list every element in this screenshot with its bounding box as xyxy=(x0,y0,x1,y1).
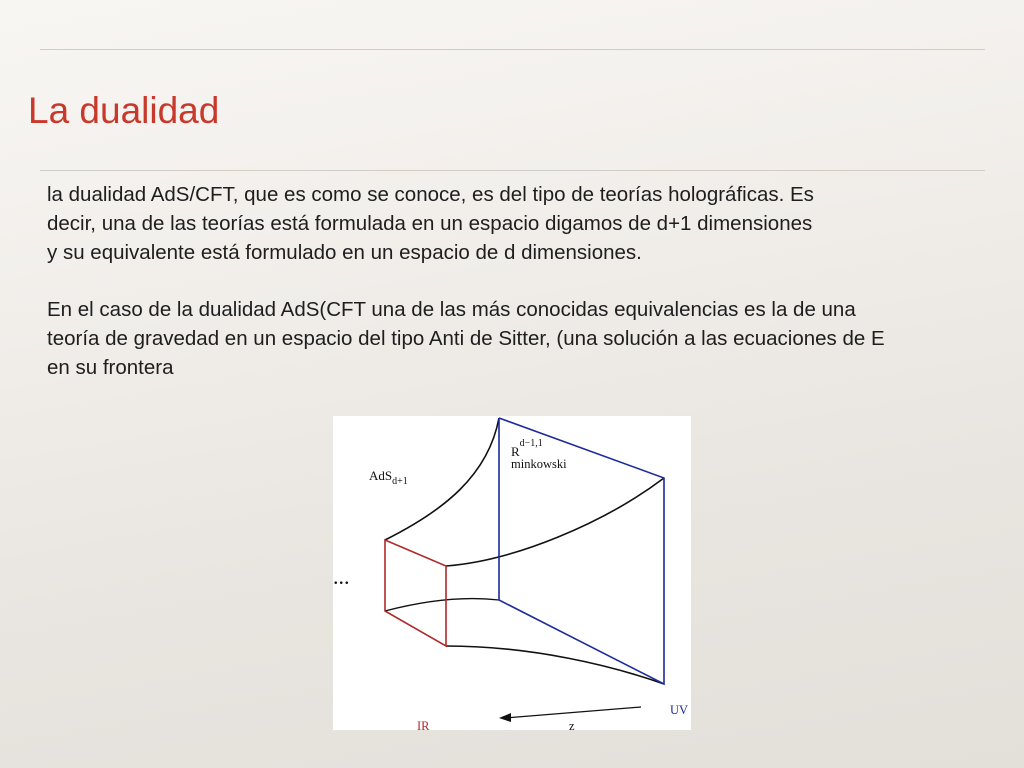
top-divider xyxy=(40,49,985,50)
paragraph-2-line-2: teoría de gravedad en un espacio del tipo Anti de Sitter, (una solución a las ecuaciones de E xyxy=(47,327,885,350)
r-label: $R^{d-1,1}$ xyxy=(511,438,543,459)
ads-label: AdS$_{d+1}$ xyxy=(369,468,408,487)
paragraph-2-line-1: En el caso de la dualidad AdS(CFT una de las más conocidas equivalencias es la de una xyxy=(47,298,856,321)
ads-subscript: d+1 xyxy=(392,476,408,487)
paragraph-1-line-2: decir, una de las teorías está formulada en un espacio digamos de d+1 dimensiones xyxy=(47,212,813,235)
horn-inner-curve xyxy=(385,599,499,611)
slide-title: La dualidad xyxy=(28,90,220,131)
uv-label: UV xyxy=(670,703,689,717)
z-axis-arrowhead xyxy=(499,713,511,722)
paragraph-spacer xyxy=(47,267,1024,295)
ir-label: IR xyxy=(417,719,430,730)
z-label: z xyxy=(569,719,575,730)
title-divider xyxy=(40,170,985,171)
ads-cft-diagram-svg xyxy=(333,416,691,730)
paragraph-2-line-3: en su frontera xyxy=(47,356,174,379)
minkowski-label: minkowski xyxy=(511,457,567,471)
paragraph-1-line-1: la dualidad AdS/CFT, que es como se conoce, es del tipo de teorías holográficas. Es xyxy=(47,183,814,206)
slide-body xyxy=(47,180,1024,382)
r-superscript: d−1,1 xyxy=(519,438,543,449)
horn-bottom-curve xyxy=(446,646,664,684)
ads-cft-diagram xyxy=(333,416,691,730)
paragraph-1-line-3: y su equivalente está formulado en un espacio de d dimensiones. xyxy=(47,241,642,264)
ellipsis-label: ... xyxy=(333,564,350,589)
horn-right-curve xyxy=(446,478,664,566)
ir-box xyxy=(385,540,446,646)
z-axis-line xyxy=(505,707,641,718)
